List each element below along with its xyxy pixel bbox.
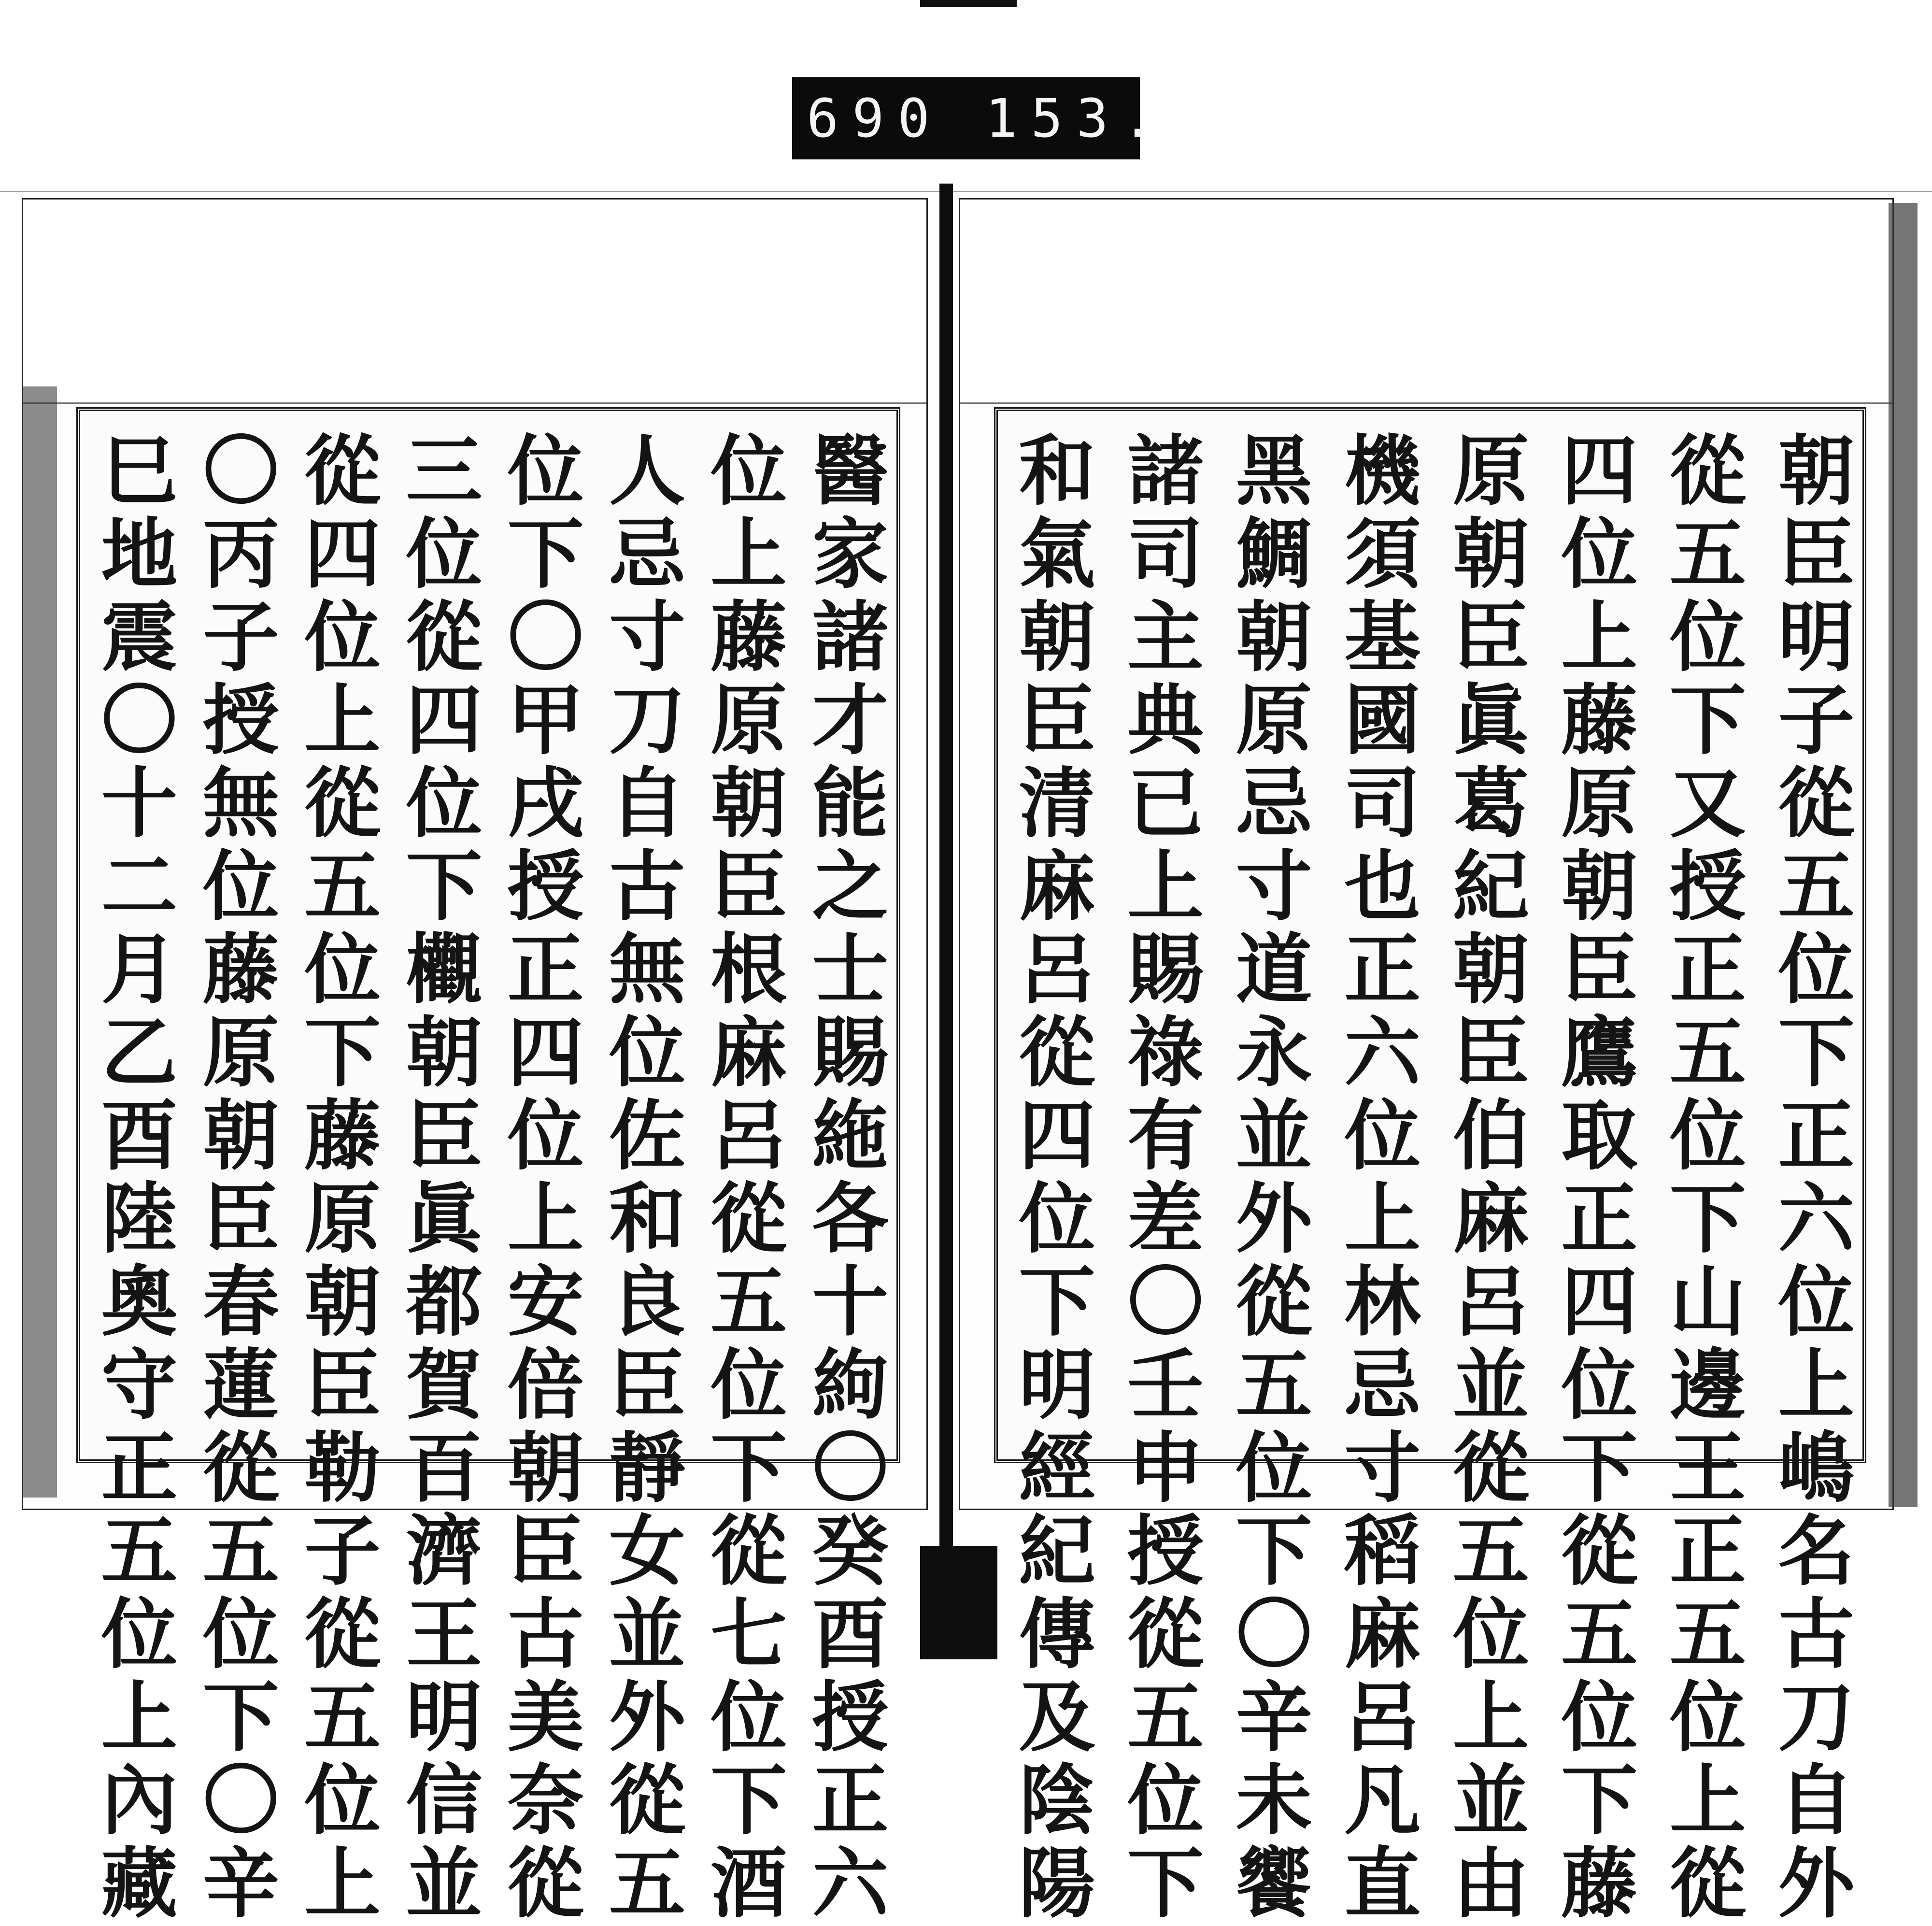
left-page-shadow [23, 386, 57, 1498]
left-text-columns [88, 430, 889, 1926]
book-spine [939, 184, 953, 1659]
catalog-number: 690 [807, 87, 943, 149]
page-number: 153. [985, 87, 1167, 149]
right-column-7: 諸司主典已上賜祿有差〇壬申授從五位下 [1114, 430, 1204, 1926]
left-column-1: 醫家諸才能之士賜絁各十絇〇癸酉授正六 [799, 430, 889, 1926]
catalog-label [792, 77, 1167, 159]
right-page [959, 198, 1894, 1926]
left-column-8: 巳地震〇十二月乙酉陸奧守正五位上內藏 [88, 430, 178, 1926]
right-text-columns [1006, 430, 1855, 1926]
left-column-7: 〇丙子授無位藤原朝臣春蓮從五位下〇辛 [190, 430, 280, 1926]
scan-top-rule [0, 191, 1932, 192]
right-column-8: 和氣朝臣清麻呂從四位下明經紀傳及陰陽 [1006, 430, 1095, 1926]
top-mark [920, 0, 1017, 7]
right-column-6: 黑鯛朝原忌寸道永並外從五位下〇辛未饗 [1223, 430, 1313, 1926]
right-column-3: 四位上藤原朝臣鷹取正四位下從五位下藤 [1548, 430, 1638, 1926]
left-page [22, 198, 928, 1926]
right-column-2: 從五位下又授正五位下山邊王正五位上從 [1657, 430, 1747, 1926]
right-text-frame [994, 407, 1866, 1926]
left-column-6: 從四位上從五位下藤原朝臣勒子從五位上 [291, 430, 381, 1926]
left-page-header-margin [23, 200, 926, 404]
book-spine-foot [920, 1546, 997, 1659]
left-column-2: 位上藤原朝臣根麻呂從五位下從七位下酒 [697, 430, 787, 1926]
right-column-5: 機須基國司也正六位上林忌寸稻麻呂凡直 [1331, 430, 1421, 1926]
right-page-header-margin [960, 200, 1892, 404]
left-column-5: 三位從四位下欟朝臣眞都賀百濟王明信並 [393, 430, 483, 1926]
left-text-frame [76, 407, 900, 1926]
right-page-shadow [1889, 203, 1918, 1507]
left-column-4: 位下〇甲戌授正四位上安倍朝臣古美奈從 [495, 430, 584, 1926]
left-column-3: 人忌寸刀自古無位佐和良臣靜女並外從五 [596, 430, 686, 1926]
right-column-4: 原朝臣眞葛紀朝臣伯麻呂並從五位上並由 [1440, 430, 1530, 1926]
right-column-1: 朝臣明子從五位下正六位上嶋名古刀自外 [1765, 430, 1855, 1926]
